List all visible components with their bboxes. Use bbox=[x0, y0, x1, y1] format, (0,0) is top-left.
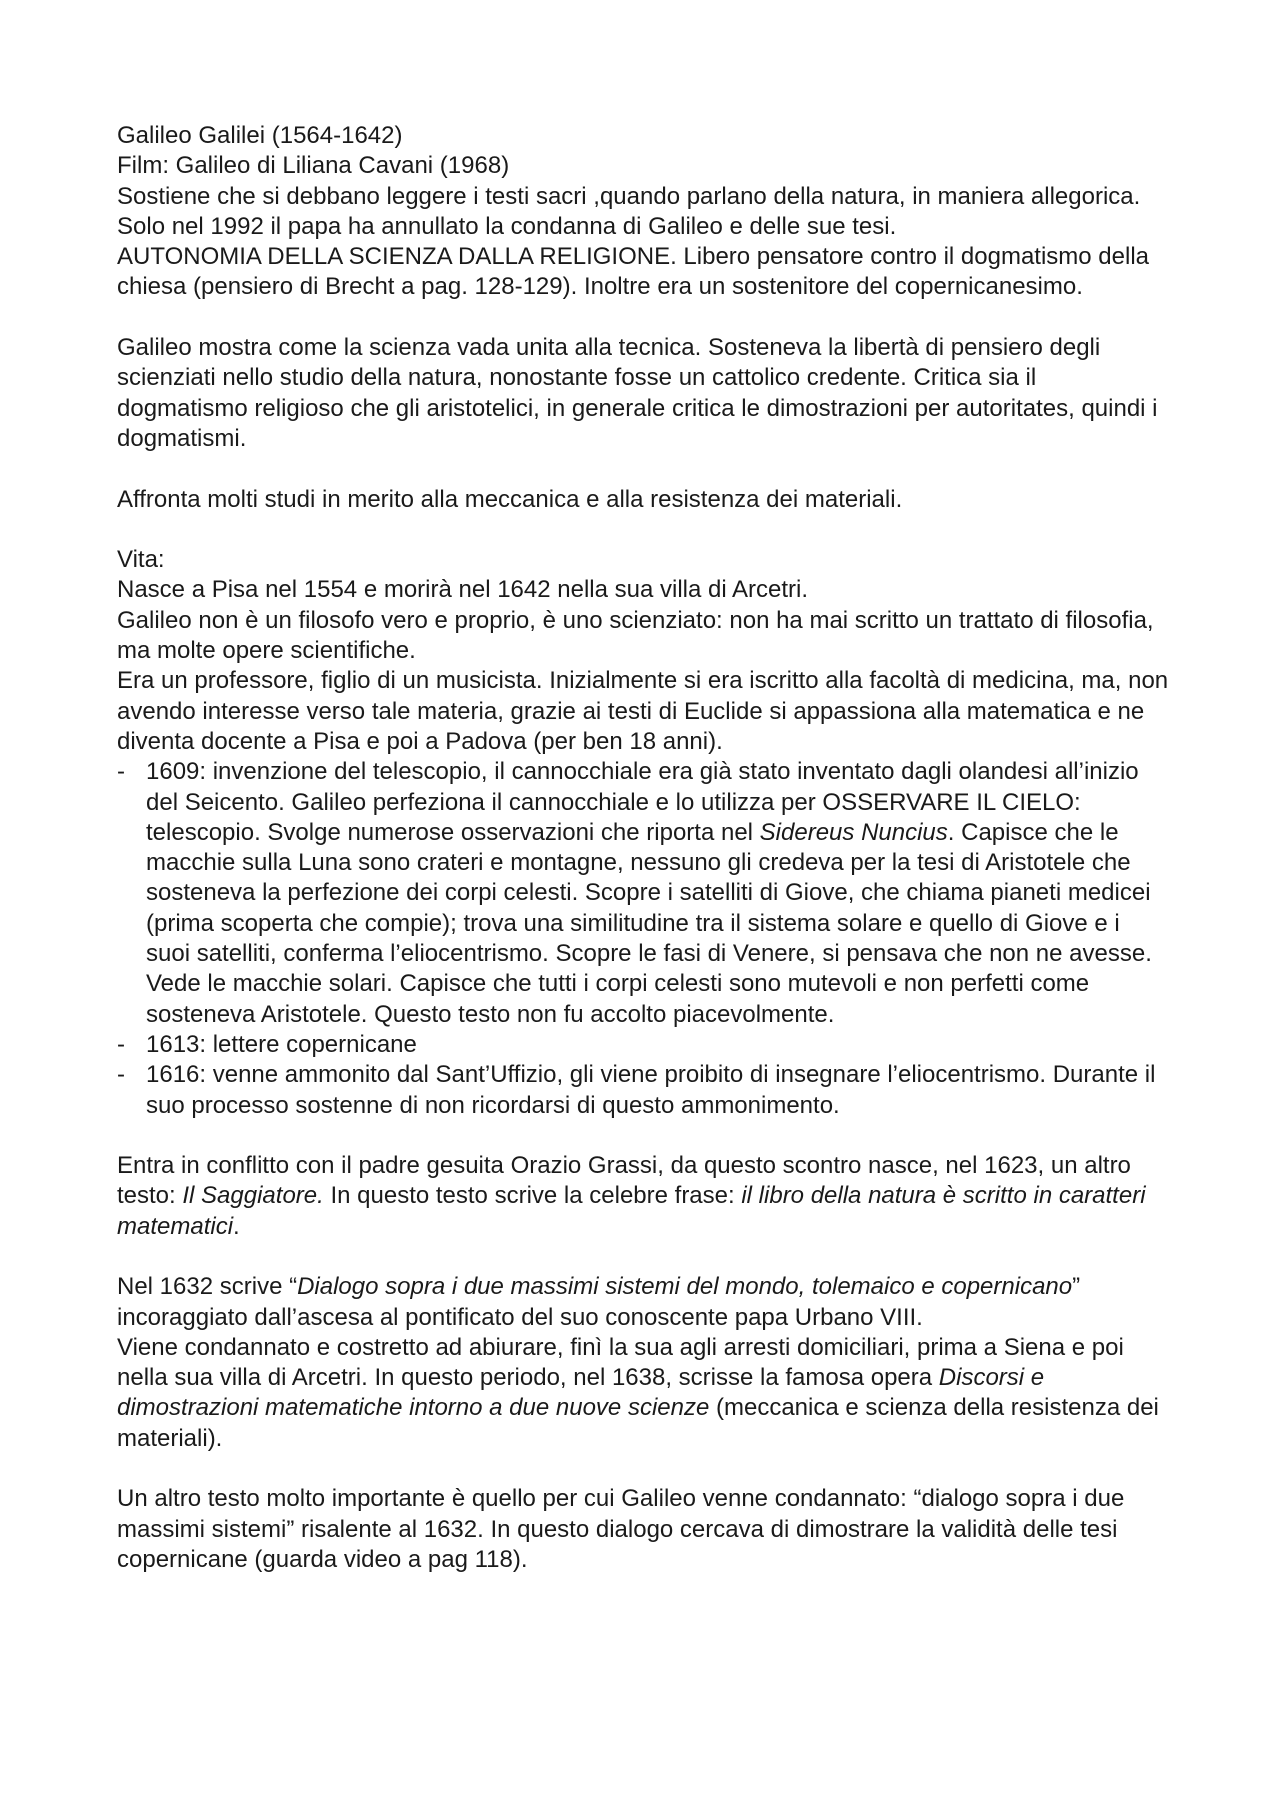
item-1609-text-b: . Capisce che le macchie sulla Luna sono crateri e montagne, nessuno gli credeva per la tesi di Aristotele che sosteneva la perfezione dei corpi celesti. Scopre i satelliti di Giove, che chiama pianeti medicei (prima scoperta che compie); trova una similitudine tra il sistema solare e quello di Giove e i suoi satelliti, conferma l’eliocentrismo. Scopre le fasi di Venere, si pensava che non ne avesse. Vede le macchie solari. Capisce che tutti i corpi celesti sono mutevoli e non perfetti come sosteneva Aristotele. Questo testo non fu accolto piacevolmente. bbox=[146, 818, 1152, 1028]
item-1616-text: 1616: venne ammonito dal Sant’Uffizio, gli viene proibito di insegnare l’eliocentrismo. Durante il suo processo sostenne di non ricordarsi di questo ammonimento. bbox=[146, 1061, 1156, 1119]
timeline-list bbox=[117, 757, 1170, 1121]
film-line: Film: Galileo di Liliana Cavani (1968) bbox=[117, 152, 510, 180]
dialogo-text-a: Nel 1632 scrive “ bbox=[117, 1273, 298, 1301]
bullet-dash: - bbox=[117, 1061, 125, 1089]
discorsi-title: Discorsi e dimostrazioni matematiche intorno a due nuove scienze bbox=[117, 1364, 1045, 1422]
spacer bbox=[117, 454, 1170, 484]
item-1609-italic: Sidereus Nuncius bbox=[759, 818, 948, 846]
saggiatore-title: Il Saggiatore. bbox=[182, 1182, 324, 1210]
spacer bbox=[117, 515, 1170, 545]
vita-nascita: Nasce a Pisa nel 1554 e morirà nel 1642 nella sua villa di Arcetri. bbox=[117, 576, 809, 604]
paragraph-saggiatore bbox=[117, 1151, 1170, 1242]
saggiatore-text-b: In questo testo scrive la celebre frase: bbox=[323, 1182, 742, 1210]
saggiatore-text-c: . bbox=[233, 1212, 240, 1240]
condanna-text-b: (meccanica e scienza della resistenza dei materiali). bbox=[117, 1394, 1159, 1452]
item-1613-text: 1613: lettere copernicane bbox=[146, 1030, 417, 1058]
paragraph-condanna bbox=[117, 1333, 1170, 1454]
spacer bbox=[117, 1454, 1170, 1484]
paragraph-altro-testo: Un altro testo molto importante è quello per cui Galileo venne condannato: “dialogo sopra i due massimi sistemi” risalente al 1632. In questo dialogo cercava di dimostrare la validità delle tesi copernicane (guarda video a pag 118). bbox=[117, 1485, 1125, 1573]
dialogo-text-b: ” incoraggiato dall’ascesa al pontificato del suo conoscente papa Urbano VIII. bbox=[117, 1273, 1081, 1331]
bullet-dash: - bbox=[117, 758, 125, 786]
paragraph-meccanica: Affronta molti studi in merito alla meccanica e alla resistenza dei materiali. bbox=[117, 485, 903, 513]
bullet-dash: - bbox=[117, 1030, 125, 1058]
item-1609-text-a: 1609: invenzione del telescopio, il cannocchiale era già stato inventato dagli olandesi all’inizio del Seicento. Galileo perfeziona il cannocchiale e lo utilizza per OSSERVARE IL CIELO: telescopio. Svolge numerose osservazioni che riporta nel bbox=[146, 758, 1139, 846]
timeline-item-1609 bbox=[117, 757, 1170, 1030]
vita-heading: Vita: bbox=[117, 546, 165, 574]
vita-scienziato: Galileo non è un filosofo vero e proprio, è uno scienziato: non ha mai scritto un trattato di filosofia, ma molte opere scientifiche. bbox=[117, 606, 1154, 665]
vita-professore: Era un professore, figlio di un musicista. Inizialmente si era iscritto alla facoltà di medicina, ma, non avendo interesse verso tale materia, grazie ai testi di Euclide si appassiona alla matematica e ne diventa docente a Pisa e poi a Padova (per ben 18 anni). bbox=[117, 667, 1169, 755]
spacer bbox=[117, 1242, 1170, 1272]
saggiatore-text-a: Entra in conflitto con il padre gesuita Orazio Grassi, da questo scontro nasce, nel 1623, un altro testo: bbox=[117, 1152, 1131, 1210]
paragraph-dialogo bbox=[117, 1272, 1170, 1333]
title-line: Galileo Galilei (1564-1642) bbox=[117, 122, 403, 149]
timeline-item-1616 bbox=[117, 1060, 1170, 1121]
spacer bbox=[117, 1121, 1170, 1151]
saggiatore-quote: il libro della natura è scritto in caratteri matematici bbox=[117, 1182, 1146, 1240]
intro-1992: Solo nel 1992 il papa ha annullato la condanna di Galileo e delle sue tesi. bbox=[117, 212, 897, 240]
dialogo-title: Dialogo sopra i due massimi sistemi del mondo, tolemaico e copernicano bbox=[297, 1273, 1073, 1301]
spacer bbox=[117, 303, 1170, 333]
intro-autonomia: AUTONOMIA DELLA SCIENZA DALLA RELIGIONE. Libero pensatore contro il dogmatismo della chiesa (pensiero di Brecht a pag. 128-129). Inoltre era un sostenitore del copernicanesimo. bbox=[117, 243, 1150, 301]
intro-allegorica: Sostiene che si debbano leggere i testi sacri ,quando parlano della natura, in maniera allegorica. bbox=[117, 182, 1141, 210]
condanna-text-a: Viene condannato e costretto ad abiurare, finì la sua agli arresti domiciliari, prima a Siena e poi nella sua villa di Arcetri. In questo periodo, nel 1638, scrisse la famosa opera bbox=[117, 1333, 1124, 1392]
paragraph-scienza-tecnica: Galileo mostra come la scienza vada unita alla tecnica. Sosteneva la libertà di pensiero degli scienziati nello studio della natura, nonostante fosse un cattolico credente. Critica sia il dogmatismo religioso che gli aristotelici, in generale critica le dimostrazioni per autoritates, quindi i dogmatismi. bbox=[117, 334, 1158, 452]
timeline-item-1613 bbox=[117, 1030, 1170, 1060]
